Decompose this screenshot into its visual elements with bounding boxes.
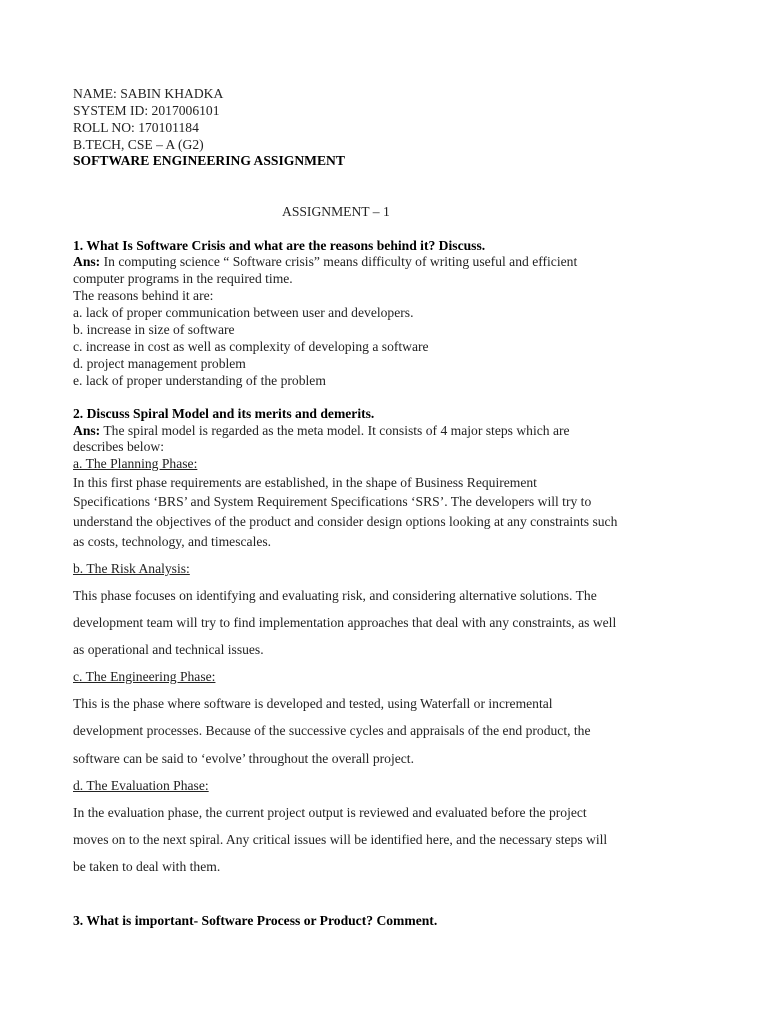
evaluation-phase-text: In the evaluation phase, the current project output is reviewed and evaluated before the project xyxy=(73,805,587,820)
planning-phase-heading: a. The Planning Phase: xyxy=(73,456,198,471)
evaluation-phase-text: moves on to the next spiral. Any critical issues will be identified here, and the necessary steps will xyxy=(73,832,608,847)
q2-answer-line1 xyxy=(73,423,570,439)
q2-question: 2. Discuss Spiral Model and its merits and demerits. xyxy=(73,406,375,421)
program: B.TECH, CSE – A (G2) xyxy=(73,137,204,152)
q1-ans-text: In computing science “ Software crisis” means difficulty of writing useful and efficient xyxy=(100,254,578,269)
q1-ans-label: Ans: xyxy=(73,254,101,269)
q1-answer-line1 xyxy=(73,254,577,270)
q1-question: 1. What Is Software Crisis and what are the reasons behind it? Discuss. xyxy=(73,238,486,253)
evaluation-phase-text: be taken to deal with them. xyxy=(73,859,221,874)
q1-reason: b. increase in size of software xyxy=(73,322,235,337)
system-id: SYSTEM ID: 2017006101 xyxy=(73,103,220,118)
student-name: NAME: SABIN KHADKA xyxy=(73,86,224,101)
q1-reason: a. lack of proper communication between user and developers. xyxy=(73,305,414,320)
planning-phase-text: Specifications ‘BRS’ and System Requirement Specifications ‘SRS’. The developers will try to xyxy=(73,494,592,509)
engineering-phase-heading: c. The Engineering Phase: xyxy=(73,669,216,684)
planning-phase-text: understand the objectives of the product and consider design options looking at any constraints such xyxy=(73,514,618,529)
q1-reason: c. increase in cost as well as complexity of developing a software xyxy=(73,339,429,354)
engineering-phase-text: This is the phase where software is developed and tested, using Waterfall or incremental xyxy=(73,696,553,711)
engineering-phase-text: development processes. Because of the successive cycles and appraisals of the end product, the xyxy=(73,723,591,738)
roll-no: ROLL NO: 170101184 xyxy=(73,120,199,135)
risk-analysis-text: as operational and technical issues. xyxy=(73,642,264,657)
q1-reason: d. project management problem xyxy=(73,356,246,371)
risk-analysis-text: This phase focuses on identifying and evaluating risk, and considering alternative solutions. The xyxy=(73,588,597,603)
q1-reasons-intro: The reasons behind it are: xyxy=(73,288,214,303)
q2-ans-text: The spiral model is regarded as the meta model. It consists of 4 major steps which are xyxy=(100,423,570,438)
q1-reason: e. lack of proper understanding of the problem xyxy=(73,373,326,388)
risk-analysis-text: development team will try to find implementation approaches that deal with any constraints, as well xyxy=(73,615,617,630)
q2-ans-label: Ans: xyxy=(73,423,101,438)
engineering-phase-text: software can be said to ‘evolve’ throughout the overall project. xyxy=(73,751,414,766)
planning-phase-text: as costs, technology, and timescales. xyxy=(73,534,272,549)
risk-analysis-heading: b. The Risk Analysis: xyxy=(73,561,190,576)
q2-answer-line2: describes below: xyxy=(73,439,164,454)
evaluation-phase-heading: d. The Evaluation Phase: xyxy=(73,778,209,793)
course-title: SOFTWARE ENGINEERING ASSIGNMENT xyxy=(73,153,345,168)
q1-answer-line2: computer programs in the required time. xyxy=(73,271,293,286)
q3-question: 3. What is important- Software Process or Product? Comment. xyxy=(73,913,438,928)
planning-phase-text: In this first phase requirements are established, in the shape of Business Requirement xyxy=(73,475,537,490)
assignment-title: ASSIGNMENT – 1 xyxy=(282,204,390,219)
